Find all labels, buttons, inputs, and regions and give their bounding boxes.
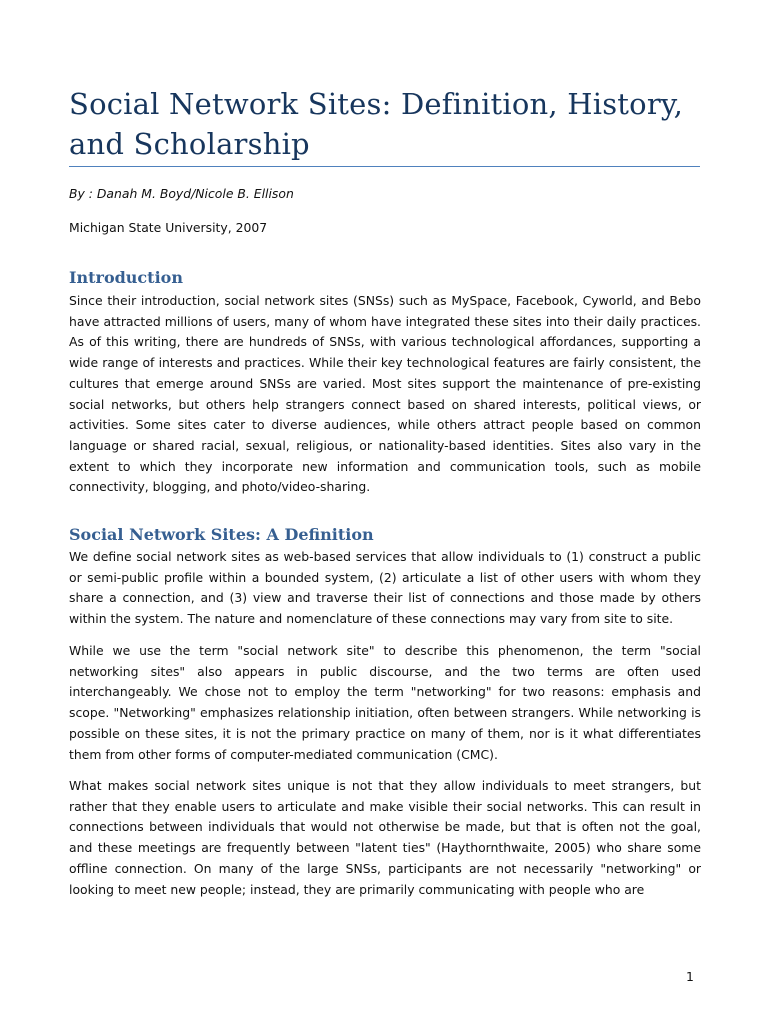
definition-paragraph-1: We define social network sites as web-based services that allow individuals to (1) construct a public or semi-public profile within a bounded system, (2) articulate a list of other users with whom they share a connection, and (3) view and traverse their list of connections and those made by others within the system. The nature and nomenclature of these connections may vary from site to site. [69, 549, 701, 627]
section-heading-definition: Social Network Sites: A Definition [69, 525, 374, 544]
introduction-paragraph: Since their introduction, social network sites (SNSs) such as MySpace, Facebook, Cyworld, and Bebo have attracted millions of users, many of whom have integrated these sites into their daily practices. As of this writing, there are hundreds of SNSs, with various technological affordances, supporting a wide range of interests and practices. While their key technological features are fairly consistent, the cultures that emerge around SNSs are varied. Most sites support the maintenance of pre-existing social networks, but others help strangers connect based on shared interests, political views, or activities. Some sites cater to diverse audiences, while others attract people based on common language or shared racial, sexual, religious, or nationality-based identities. Sites also vary in the extent to which they incorporate new information and communication tools, such as mobile connectivity, blogging, and photo/video-sharing. [69, 293, 701, 495]
author-affiliation: Michigan State University, 2007 [69, 220, 268, 235]
document-title: Social Network Sites: Definition, History, and Scholarship [69, 87, 684, 161]
author-byline: By : Danah M. Boyd/Nicole B. Ellison [69, 186, 294, 201]
definition-paragraph-3: What makes social network sites unique is not that they allow individuals to meet strangers, but rather that they enable users to articulate and make visible their social networks. This can result in connections between individuals that would not otherwise be made, but that is often not the goal, and these meetings are frequently between "latent ties" (Haythornthwaite, 2005) who share some offline connection. On many of the large SNSs, participants are not necessarily "networking" or looking to meet new people; instead, they are primarily communicating with people who are [69, 778, 701, 897]
page-number: 1 [686, 969, 694, 984]
section-heading-introduction: Introduction [69, 268, 183, 287]
definition-paragraph-2: While we use the term "social network site" to describe this phenomenon, the term "social networking sites" also appears in public discourse, and the two terms are often used interchangeably. We chose not to employ the term "networking" for two reasons: emphasis and scope. "Networking" emphasizes relationship initiation, often between strangers. While networking is possible on these sites, it is not the primary practice on many of them, nor is it what differentiates them from other forms of computer-mediated communication (CMC). [69, 643, 701, 762]
title-divider [69, 166, 700, 167]
